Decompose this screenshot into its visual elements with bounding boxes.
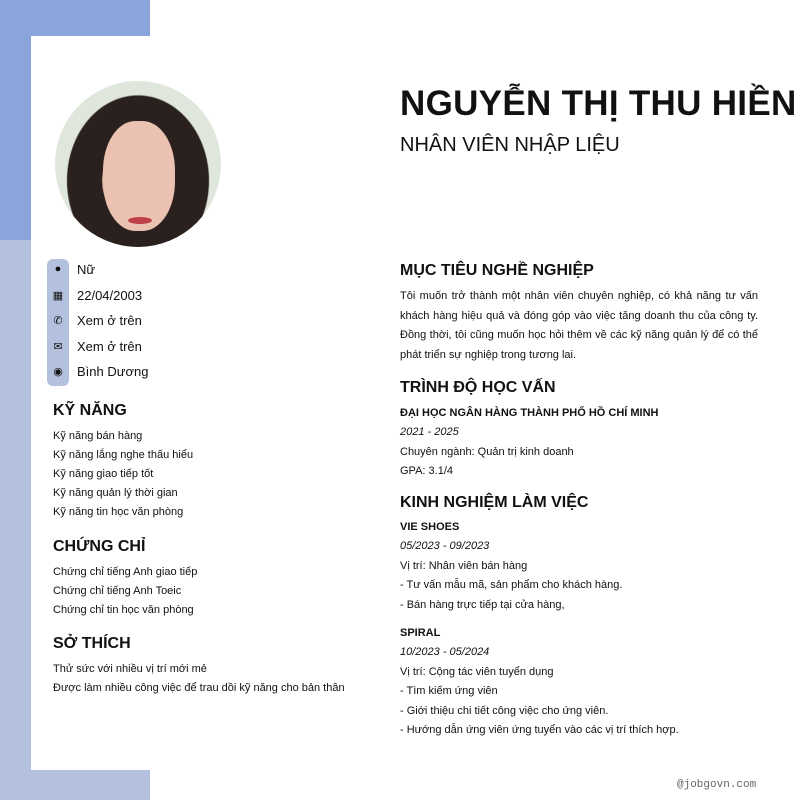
profile-photo [55, 81, 221, 247]
contact-value: Nữ [77, 261, 96, 277]
job-entry [400, 518, 758, 615]
school-name: ĐẠI HỌC NGÂN HÀNG THÀNH PHỐ HỒ CHÍ MINH [400, 407, 659, 419]
contact-birthday [49, 285, 249, 305]
list-item: Thử sức với nhiều vị trí mới mẻ [53, 663, 207, 675]
objective-heading: MỤC TIÊU NGHỀ NGHIỆP [400, 262, 594, 279]
job-entry [400, 624, 758, 741]
skills-heading: KỸ NĂNG [53, 402, 127, 419]
certs-heading: CHỨNG CHỈ [53, 538, 146, 555]
education-gpa: GPA: 3.1/4 [400, 465, 453, 477]
education-section [400, 404, 758, 482]
education-heading: TRÌNH ĐỘ HỌC VẤN [400, 379, 556, 396]
list-item: Kỹ năng bán hàng [53, 430, 143, 442]
contact-value: Xem ở trên [77, 338, 142, 354]
company-name: VIE SHOES [400, 521, 460, 533]
contact-email [49, 336, 249, 356]
location-pin-icon: ◉ [53, 365, 63, 378]
experience-heading: KINH NGHIỆM LÀM VIỆC [400, 494, 589, 511]
job-line: - Tư vấn mẫu mã, sản phẩm cho khách hàng. [400, 579, 623, 591]
list-item: Chứng chỉ tiếng Anh Toeic [53, 585, 182, 597]
contact-location [49, 361, 249, 381]
watermark: @jobgovn.com [677, 779, 757, 791]
person-icon: ● [54, 263, 62, 275]
contact-phone [49, 310, 249, 330]
job-period: 05/2023 - 09/2023 [400, 540, 490, 552]
objective-text: Tôi muốn trở thành một nhân viên chuyên nghiệp, có khả năng tư vấn khách hàng hiệu quả và đóng góp vào việc tăng doanh thu của công ty. Đồng thời, tôi cũng muốn học hỏi thêm về các kỹ năng quản lý để có thể phát triển sự nghiệp trong tương lai. [400, 290, 758, 361]
job-line: - Bán hàng trực tiếp tại cửa hàng, [400, 598, 565, 611]
hobbies-list [53, 660, 345, 698]
certs-list [53, 563, 197, 620]
calendar-icon: ▦ [52, 289, 64, 302]
phone-icon: ✆ [53, 314, 63, 327]
list-item: Chứng chỉ tiếng Anh giao tiếp [53, 566, 198, 578]
company-name: SPIRAL [400, 627, 441, 639]
contact-value: Bình Dương [77, 363, 149, 379]
contact-gender [49, 259, 249, 279]
hobbies-heading: SỞ THÍCH [53, 635, 131, 652]
list-item: Kỹ năng lắng nghe thấu hiểu [53, 449, 194, 461]
job-line: Vị trí: Cộng tác viên tuyển dụng [400, 665, 554, 678]
contact-value: Xem ở trên [77, 312, 142, 328]
list-item: Kỹ năng giao tiếp tốt [53, 468, 154, 480]
mail-icon: ✉ [53, 340, 63, 353]
skills-list [53, 427, 193, 522]
job-line: - Giới thiệu chi tiết công việc cho ứng viên. [400, 704, 609, 717]
job-line: - Tìm kiếm ứng viên [400, 685, 498, 697]
list-item: Kỹ năng quản lý thời gian [53, 487, 178, 499]
list-item: Kỹ năng tin học văn phòng [53, 506, 184, 518]
job-line: - Hướng dẫn ứng viên ứng tuyển vào các vị trí thích hợp. [400, 724, 679, 736]
candidate-role: NHÂN VIÊN NHẬP LIỆU [400, 134, 620, 156]
education-period: 2021 - 2025 [400, 426, 459, 438]
job-line: Vị trí: Nhân viên bán hàng [400, 559, 528, 572]
job-period: 10/2023 - 05/2024 [400, 646, 490, 658]
contact-value: 22/04/2003 [77, 287, 143, 303]
list-item: Được làm nhiều công việc để trau dồi kỹ năng cho bản thân [53, 682, 345, 694]
candidate-name: NGUYỄN THỊ THU HIỀN [400, 84, 797, 123]
education-major: Chuyên ngành: Quản trị kinh doanh [400, 445, 574, 458]
list-item: Chứng chỉ tin học văn phòng [53, 604, 194, 616]
